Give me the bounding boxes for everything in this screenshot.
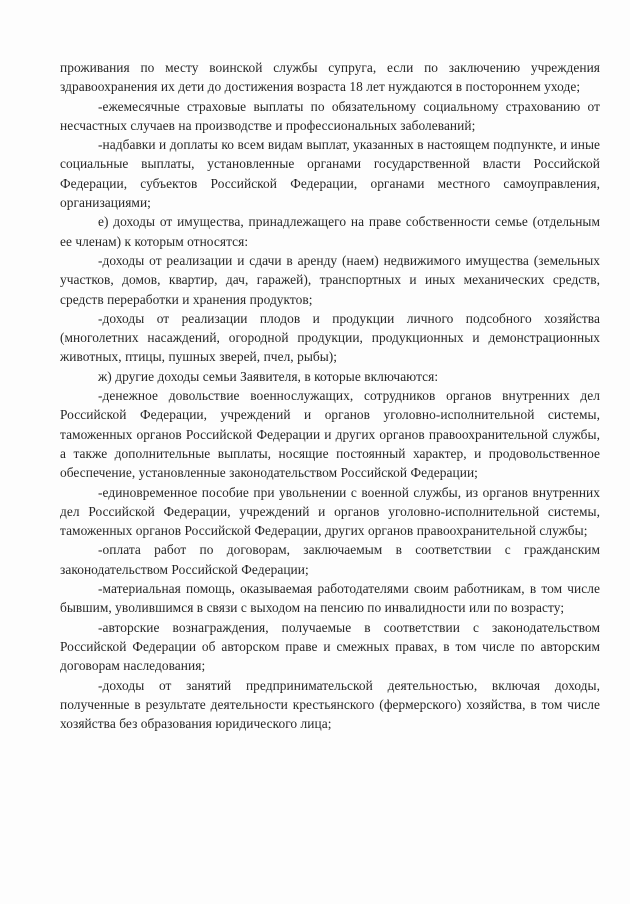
paragraph-real-estate-income: -доходы от реализации и сдачи в аренду (наем) недвижимого имущества (земельных участков, домов, квартир, дач, гаражей), транспортных и иных механических средств, средств переработки и хранения продуктов; <box>60 252 600 307</box>
paragraph-contract-work: -оплата работ по договорам, заключаемым в соответствии с гражданским законодательством Российской Федерации; <box>60 542 600 577</box>
paragraph-severance-benefit: -единовременное пособие при увольнении с военной службы, из органов внутренних дел Российской Федерации, учреждений и органов уголовно-исполнительной системы, таможенных органов Российской Федерации, других органов правоохранительной службы; <box>60 484 600 539</box>
paragraph-property-income-heading: е) доходы от имущества, принадлежащего на праве собственности семье (отдельным ее членам) к которым относятся: <box>60 214 600 249</box>
paragraph-allowances: -надбавки и доплаты ко всем видам выплат, указанных в настоящем подпункте, и иные социальные выплаты, установленные органами государственной власти Российской Федерации, субъектов Российской Федерации, органами местного самоуправления, организациями; <box>60 137 600 211</box>
paragraph-material-aid: -материальная помощь, оказываемая работодателями своим работникам, в том числе бывшим, уволившимся в связи с выходом на пенсию по инвалидности или по возрасту; <box>60 581 600 616</box>
paragraph-household-income: -доходы от реализации плодов и продукции личного подсобного хозяйства (многолетних насаждений, огородной продукции, продукционных и демонстрационных животных, птицы, пушных зверей, пчел, рыбы); <box>60 310 600 365</box>
paragraph-royalties: -авторские вознаграждения, получаемые в соответствии с законодательством Российской Федерации об авторском праве и смежных правах, в том числе по авторским договорам наследования; <box>60 619 600 674</box>
paragraph-military-allowance: -денежное довольствие военнослужащих, сотрудников органов внутренних дел Российской Федерации, учреждений и органов уголовно-исполнительной системы, таможенных органов Российской Федерации и других органов правоохранительной службы, а также дополнительные выплаты, носящие постоянный характер, и продовольственное обеспечение, установленные законодательством Российской Федерации; <box>60 388 600 481</box>
document-body <box>60 58 600 733</box>
paragraph-business-income: -доходы от занятий предпринимательской деятельностью, включая доходы, полученные в результате деятельности крестьянского (фермерского) хозяйства, в том числе хозяйства без образования юридического лица; <box>60 677 600 732</box>
paragraph-insurance-payments: -ежемесячные страховые выплаты по обязательному социальному страхованию от несчастных случаев на производстве и профессиональных заболеваний; <box>60 98 600 133</box>
paragraph-other-income-heading: ж) другие доходы семьи Заявителя, в которые включаются: <box>98 368 439 384</box>
paragraph-continuation: проживания по месту воинской службы супруга, если по заключению учреждения здравоохранения их дети до достижения возраста 18 лет нуждаются в постороннем уходе; <box>60 60 600 95</box>
